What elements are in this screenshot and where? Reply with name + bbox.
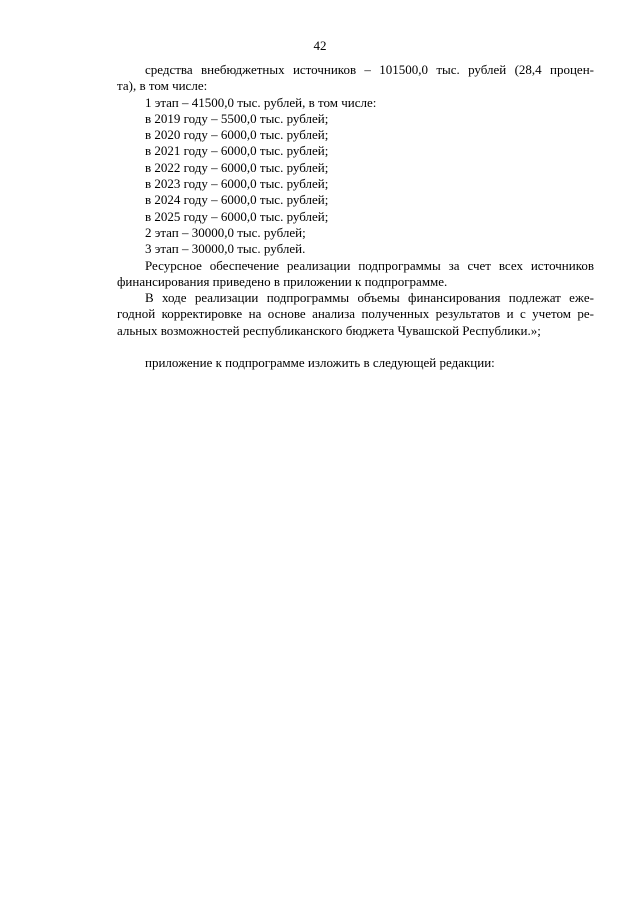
funding-line-2: та), в том числе: xyxy=(117,78,208,94)
stage-3-line: 3 этап – 30000,0 тыс. рублей. xyxy=(145,241,306,257)
paragraph-gap xyxy=(117,339,594,355)
correction-line-1: В ходе реализации подпрограммы объемы финансирования подлежат ежe- xyxy=(145,290,594,306)
year-line-2021: в 2021 году – 6000,0 тыс. рублей; xyxy=(145,143,329,159)
year-line-2022: в 2022 году – 6000,0 тыс. рублей; xyxy=(145,159,329,175)
correction-line-2: годной корректировке на основе анализа полученных результатов и с учетом ре- xyxy=(117,306,594,322)
year-line-2024: в 2024 году – 6000,0 тыс. рублей; xyxy=(145,192,329,208)
year-line-2020: в 2020 году – 6000,0 тыс. рублей; xyxy=(145,127,329,143)
correction-line-3: альных возможностей республиканского бюджета Чувашской Республики.»; xyxy=(117,322,541,338)
funding-line-1: средства внебюджетных источников – 101500,0 тыс. рублей (28,4 процен- xyxy=(145,62,594,77)
appendix-line: приложение к подпрограмме изложить в следующей редакции: xyxy=(145,355,495,371)
year-line-2025: в 2025 году – 6000,0 тыс. рублей; xyxy=(145,208,329,224)
stage-2-line: 2 этап – 30000,0 тыс. рублей; xyxy=(145,224,306,240)
document-body xyxy=(117,62,594,371)
resource-line-2: финансирования приведено в приложении к подпрограмме. xyxy=(117,273,448,289)
year-line-2023: в 2023 году – 6000,0 тыс. рублей; xyxy=(145,176,329,192)
stage-1-line: 1 этап – 41500,0 тыс. рублей, в том числе: xyxy=(145,94,377,110)
page-number: 42 xyxy=(313,38,327,53)
resource-line-1: Ресурсное обеспечение реализации подпрограммы за счет всех источников xyxy=(145,257,594,273)
year-line-2019: в 2019 году – 5500,0 тыс. рублей; xyxy=(145,110,329,126)
